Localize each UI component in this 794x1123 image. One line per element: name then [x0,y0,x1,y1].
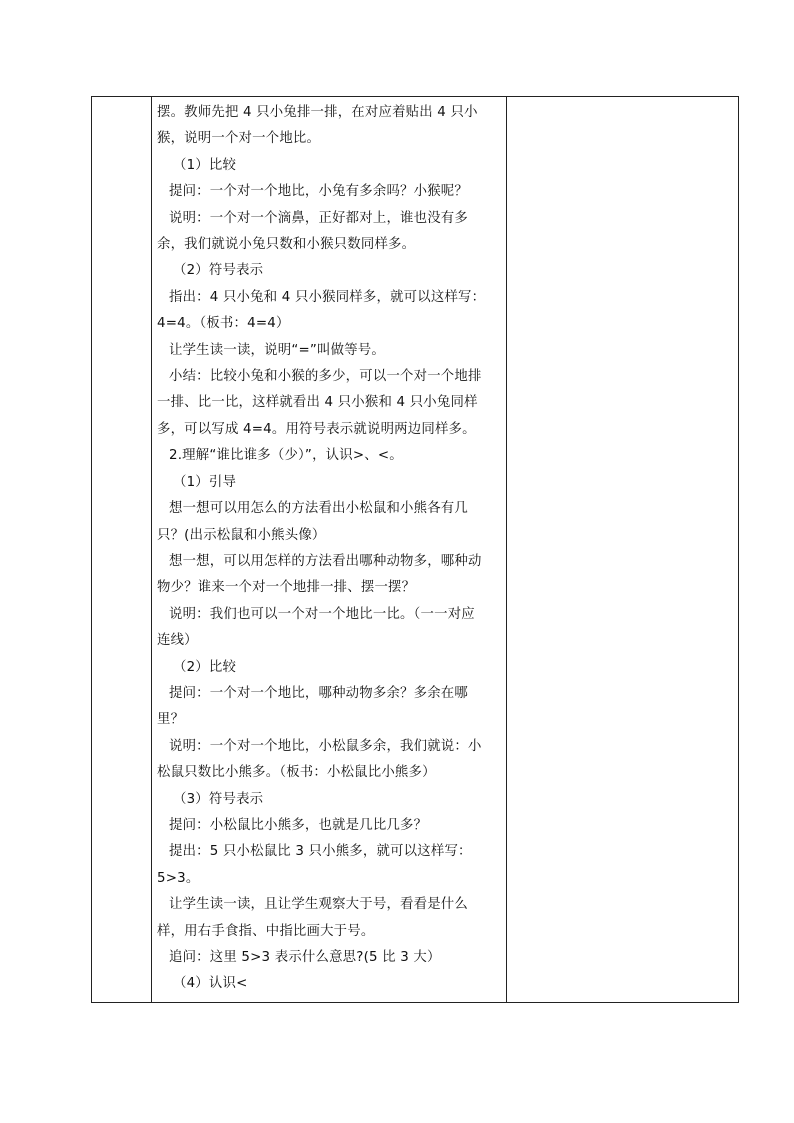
text-line: 指出：4 只小兔和 4 只小猴同样多，就可以这样写： [169,289,486,305]
text-line: 说明：我们也可以一个对一个地比一比。（一一对应 [169,606,475,622]
text-line: （1）比较 [173,157,237,173]
text-line: 摆。教师先把 4 只小兔排一排，在对应着贴出 4 只小 [157,105,478,120]
left-column-cell [92,97,151,1002]
text-line: 让学生读一读，且让学生观察大于号，看看是什么 [169,897,468,913]
text-line: 让学生读一读，说明“=”叫做等号。 [169,342,385,358]
text-line: 提问：小松鼠比小熊多，也就是几比几多？ [169,817,428,833]
main-content-cell [157,100,502,998]
text-line: 多，可以写成 4=4。用符号表示就说明两边同样多。 [157,421,476,437]
text-line: 松鼠只数比小熊多。（板书：小松鼠比小熊多） [157,765,436,781]
text-line: 提出：5 只小松鼠比 3 只小熊多，就可以这样写： [169,844,472,860]
text-line: 追问：这里 5>3 表示什么意思?(5 比 3 大） [169,950,441,965]
text-line: 一排、比一比，这样就看出 4 只小猴和 4 只小兔同样 [157,395,478,411]
text-line: 样，用右手食指、中指比画大于号。 [157,923,375,939]
text-line: （2）符号表示 [173,263,264,279]
text-line: （1）引导 [173,474,237,490]
text-line: （2）比较 [173,659,237,675]
text-line: 余，我们就说小兔只数和小猴只数同样多。 [157,237,416,253]
text-line: 说明：一个对一个滴鼻，正好都对上，谁也没有多 [169,210,468,226]
text-line: 想一想，可以用怎样的方法看出哪种动物多，哪种动 [169,553,482,569]
text-line: 连线） [157,633,198,649]
text-line: 4=4。（板书：4=4） [157,316,290,332]
text-line: 提问：一个对一个地比，哪种动物多余？多余在哪 [169,685,468,701]
text-line: 小结：比较小兔和小猴的多少，可以一个对一个地排 [169,369,482,385]
text-line: （3）符号表示 [173,791,264,807]
text-line: 里？ [157,712,185,728]
text-line: 2.理解“谁比谁多（少）”，认识>、<。 [169,448,403,464]
text-line: 说明：一个对一个地比，小松鼠多余，我们就说：小 [169,738,482,754]
right-column-cell [507,97,738,1002]
text-line: 只？(出示松鼠和小熊头像） [157,527,326,543]
text-line: 提问：一个对一个地比，小兔有多余吗？小猴呢？ [169,184,468,200]
lesson-table [91,96,739,1003]
text-line: 5>3。 [157,870,200,886]
text-line: 猴，说明一个对一个地比。 [157,131,321,147]
text-line: （4）认识< [173,976,248,992]
text-line: 想一想可以用怎么的方法看出小松鼠和小熊各有几 [169,501,468,517]
text-line: 物少？谁来一个对一个地排一排、摆一摆？ [157,580,416,596]
column-divider-left [151,97,152,1002]
